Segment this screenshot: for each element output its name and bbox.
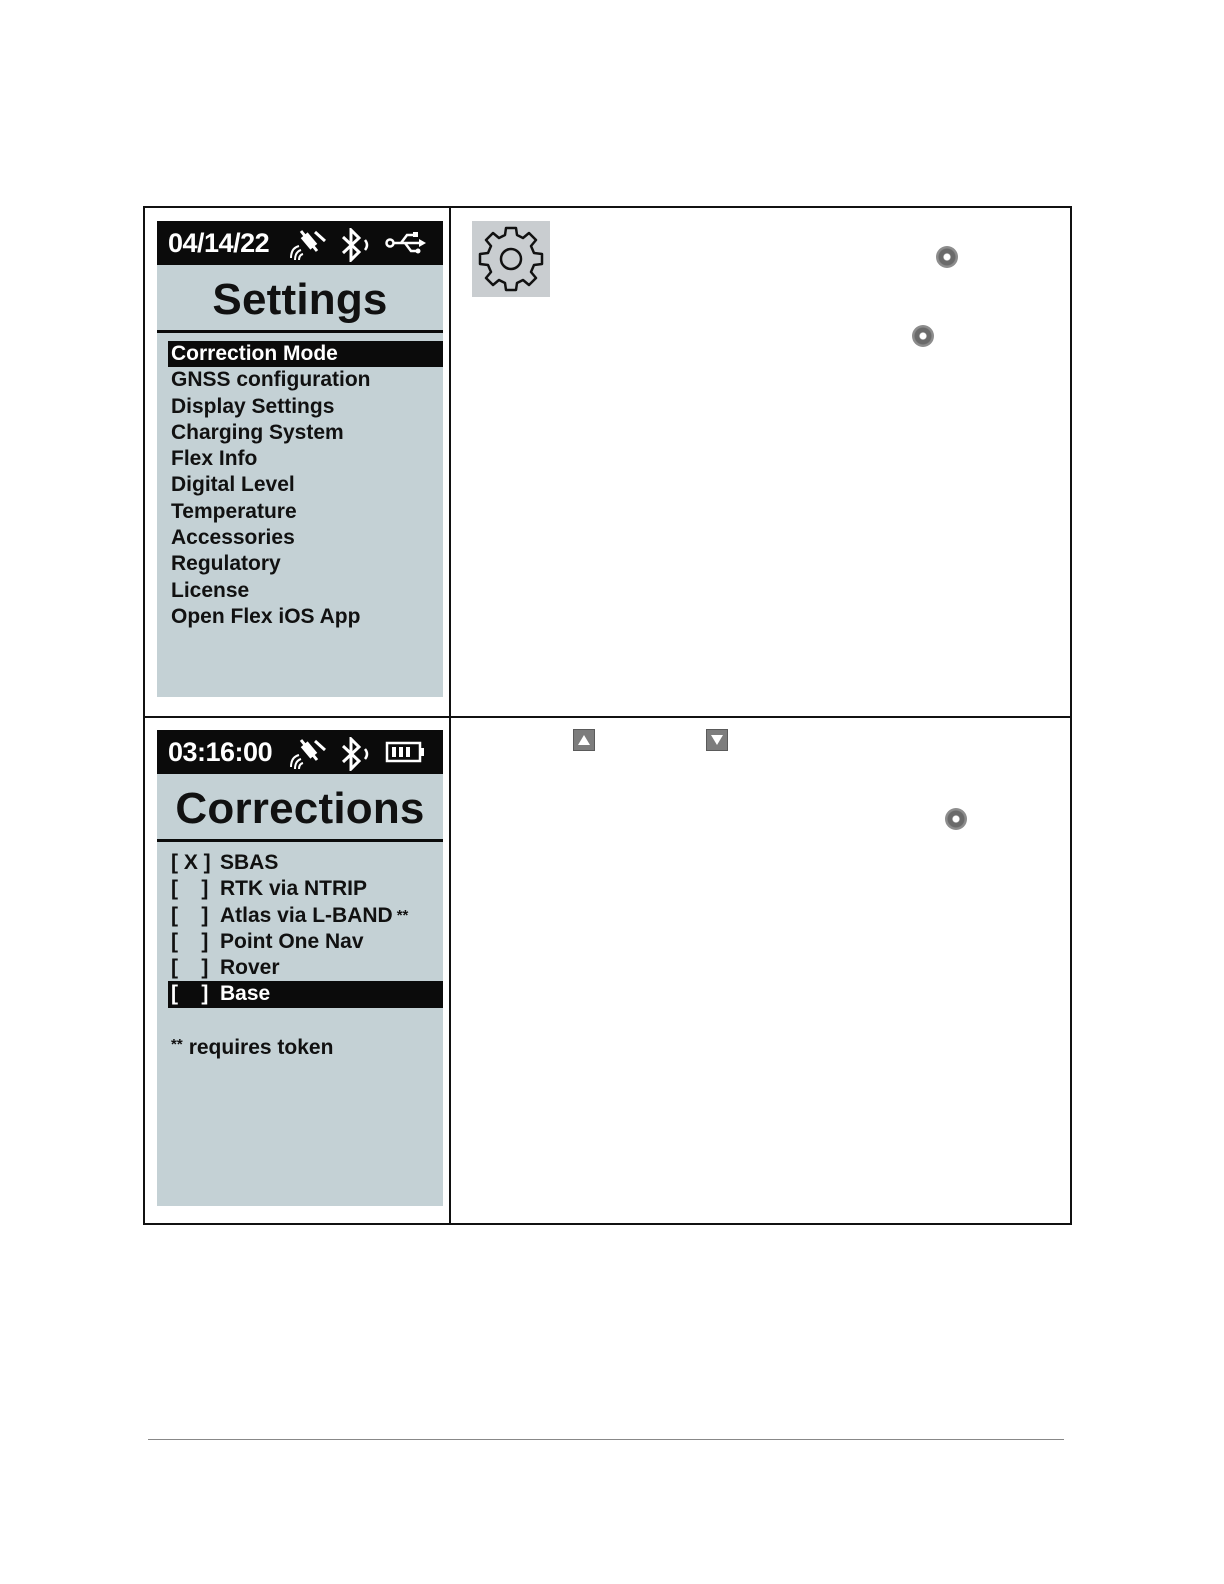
screen-title: Settings [212, 275, 388, 324]
option-rtk-via-ntrip[interactable] [168, 876, 443, 902]
battery-icon [385, 737, 427, 772]
menu-item-regulatory[interactable]: Regulatory [171, 552, 281, 576]
menu-item-accessories[interactable]: Accessories [171, 526, 295, 550]
menu-item-gnss-configuration[interactable]: GNSS configuration [171, 368, 371, 392]
menu-item-correction-mode[interactable]: Correction Mode [168, 341, 443, 367]
menu-item-flex-info[interactable]: Flex Info [171, 447, 258, 471]
checkbox-unchecked[interactable]: [ ] [171, 903, 209, 927]
bluetooth-icon [339, 737, 375, 776]
instruction-table [143, 206, 1072, 1225]
menu-item-charging-system[interactable]: Charging System [171, 420, 344, 444]
select-knob-icon [936, 246, 958, 268]
option-label: Point One Nav [220, 929, 364, 953]
status-date: 04/14/22 [168, 228, 270, 258]
row-divider [145, 716, 1070, 718]
option-point-one-nav[interactable] [168, 929, 443, 955]
option-rover[interactable] [168, 955, 443, 981]
option-atlas-via-l-band[interactable] [168, 903, 443, 929]
settings-menu [168, 341, 443, 630]
menu-item-open-flex-ios-app[interactable]: Open Flex iOS App [171, 604, 361, 628]
option-sbas[interactable] [168, 850, 443, 876]
footnote [171, 1036, 333, 1060]
satellite-icon [287, 737, 329, 776]
token-required-mark: ** [396, 906, 409, 924]
corrections-screen [157, 730, 443, 1206]
menu-item-display-settings[interactable]: Display Settings [171, 394, 335, 418]
bluetooth-icon [339, 228, 375, 267]
up-arrow-icon [573, 729, 595, 751]
checkbox-unchecked[interactable]: [ ] [171, 929, 209, 953]
option-label-text: Atlas via L-BAND [220, 903, 393, 927]
column-divider [449, 208, 451, 1223]
option-label [220, 903, 408, 929]
satellite-icon [287, 228, 329, 267]
checkbox-unchecked[interactable]: [ ] [171, 877, 209, 901]
menu-item-digital-level[interactable]: Digital Level [171, 473, 295, 497]
option-label: Base [220, 982, 271, 1006]
usb-icon [385, 228, 427, 263]
gear-icon [472, 221, 550, 297]
footer-divider [148, 1439, 1064, 1440]
settings-screen [157, 221, 443, 697]
status-time: 03:16:00 [168, 737, 273, 767]
corrections-options [168, 850, 443, 1008]
menu-item-temperature[interactable]: Temperature [171, 499, 297, 523]
select-knob-icon [912, 325, 934, 347]
select-knob-icon [945, 808, 967, 830]
down-arrow-icon [706, 729, 728, 751]
title-divider [157, 330, 443, 333]
footnote-text: requires token [188, 1036, 334, 1059]
option-base[interactable] [168, 981, 443, 1007]
footnote-mark: ** [171, 1036, 183, 1053]
title-divider [157, 839, 443, 842]
status-bar [157, 221, 443, 265]
menu-item-license[interactable]: License [171, 578, 250, 602]
screen-title: Corrections [175, 784, 425, 833]
checkbox-checked[interactable]: [ X ] [171, 851, 211, 874]
checkbox-unchecked[interactable]: [ ] [171, 956, 209, 980]
option-label: SBAS [220, 851, 279, 874]
option-label: Rover [220, 956, 280, 980]
checkbox-unchecked[interactable]: [ ] [171, 982, 209, 1006]
status-bar [157, 730, 443, 774]
option-label: RTK via NTRIP [220, 877, 368, 901]
